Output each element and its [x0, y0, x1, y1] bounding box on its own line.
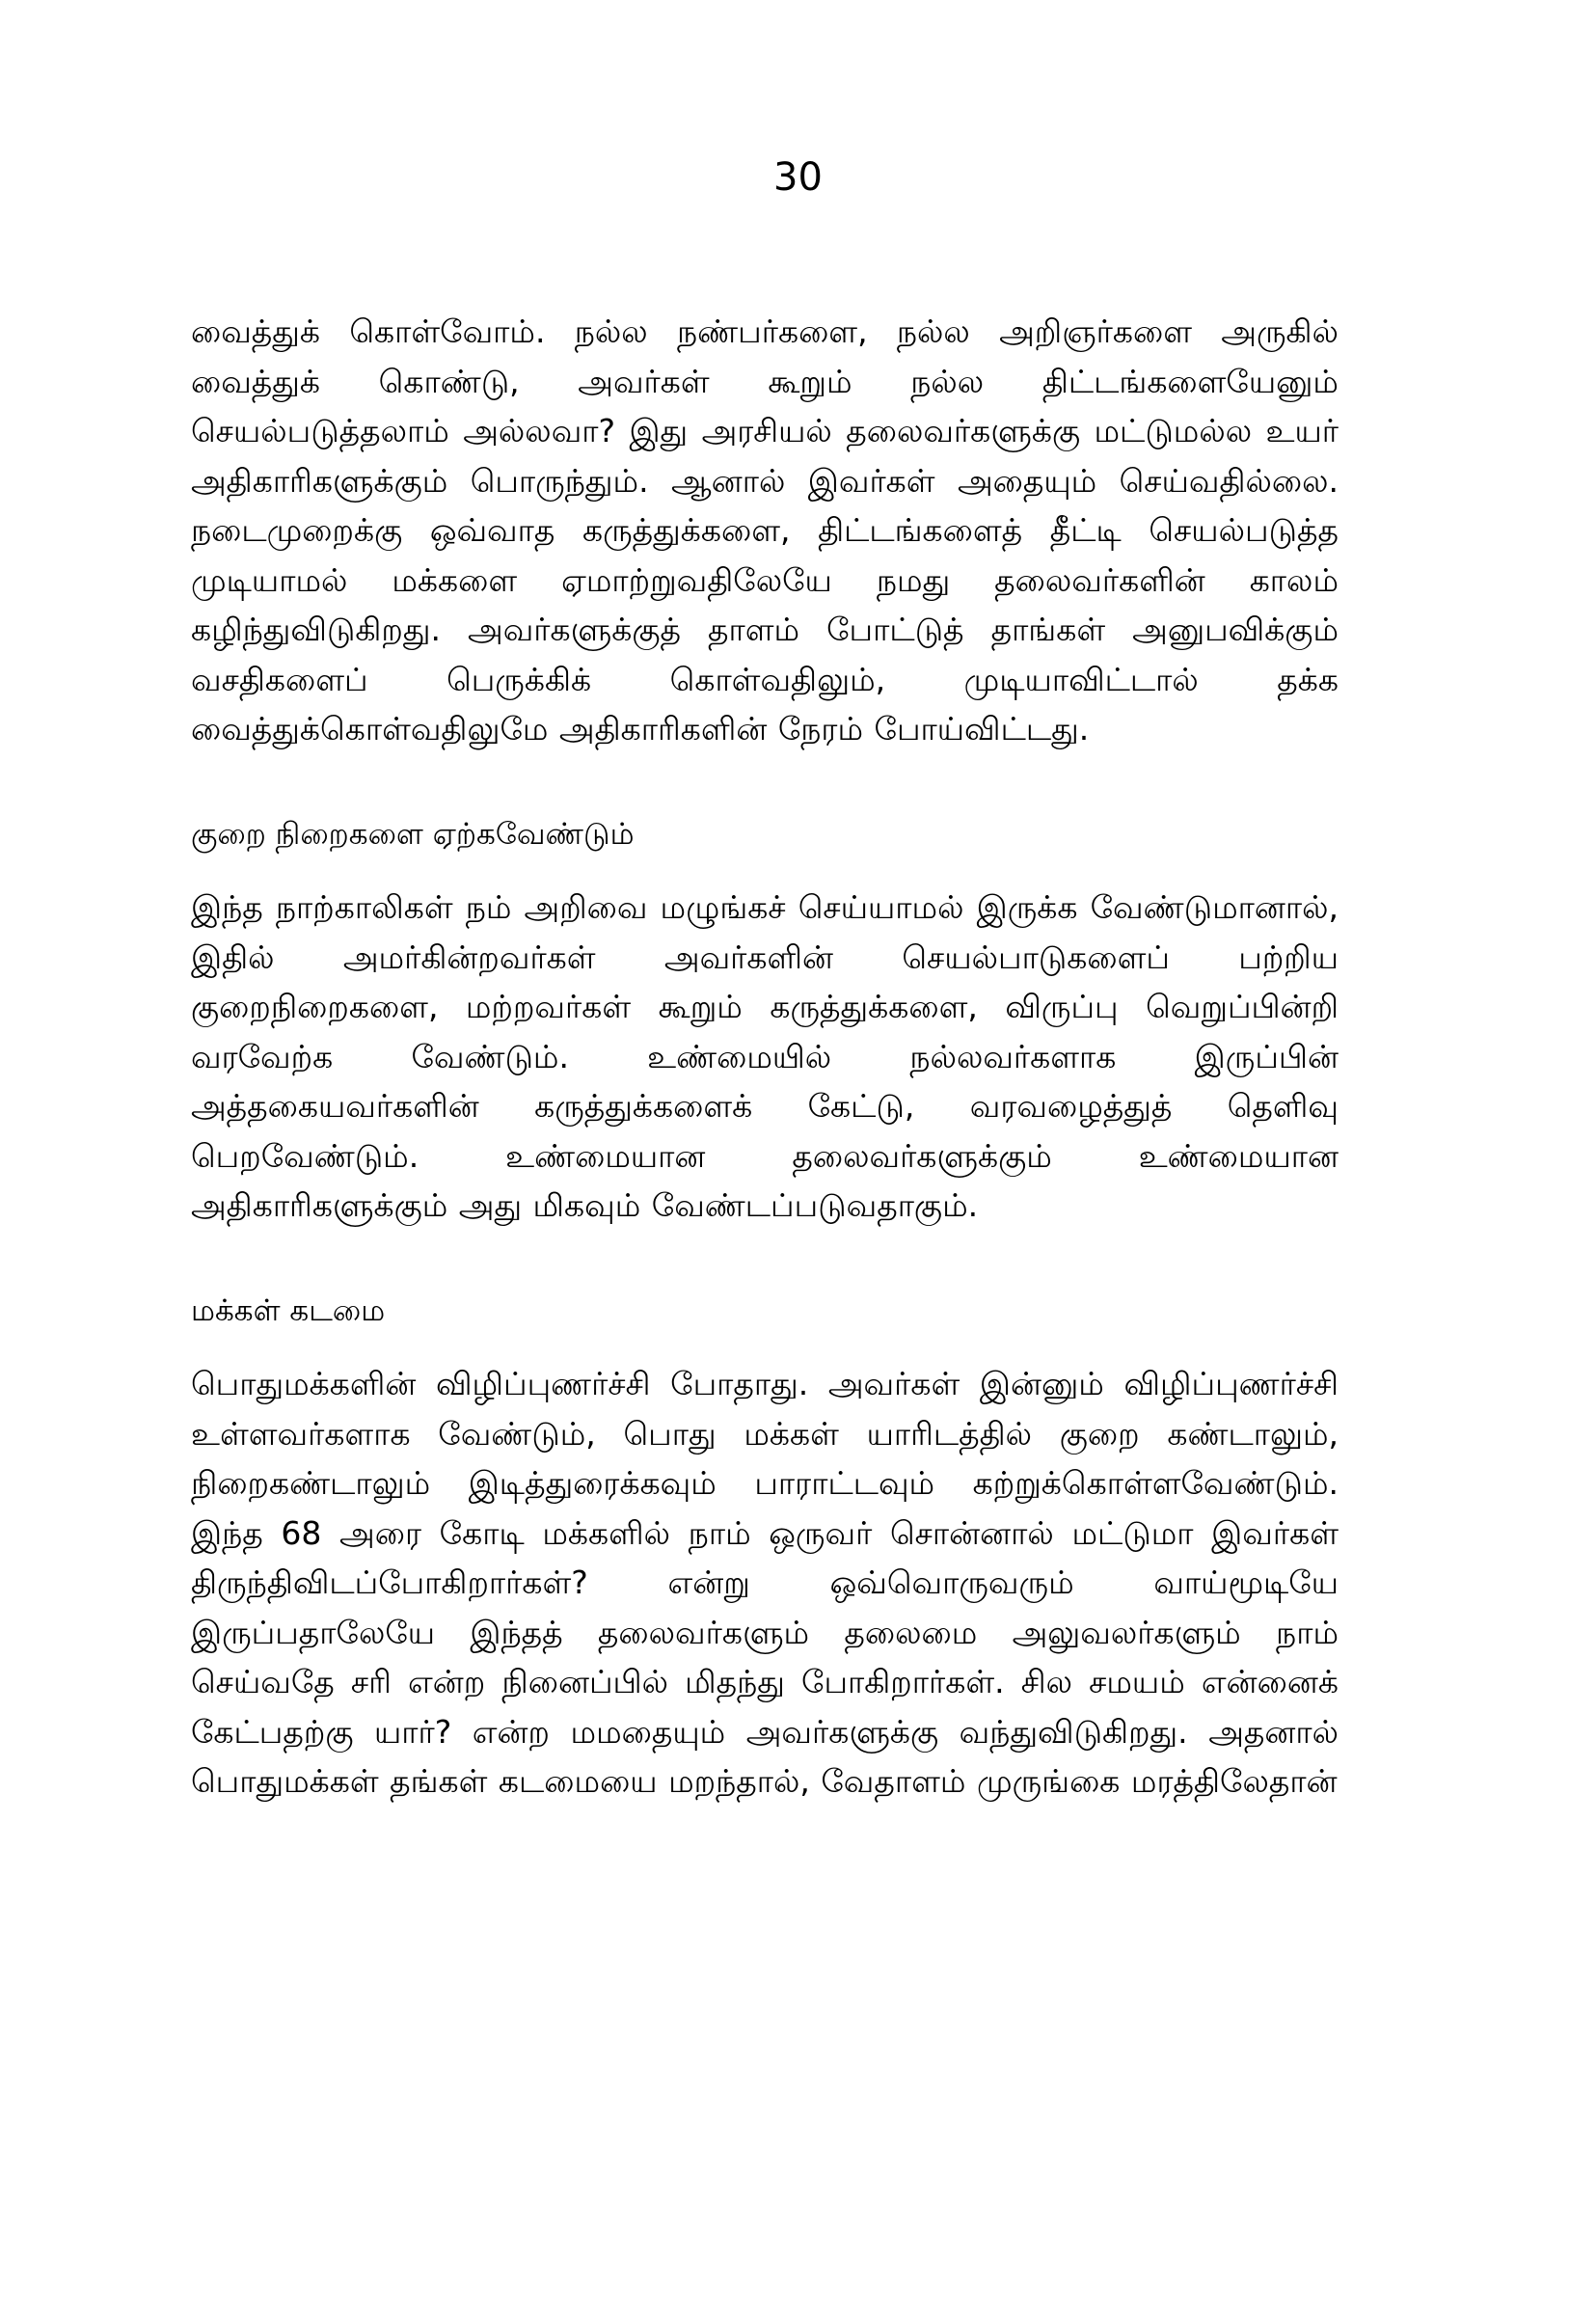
paragraph-public-duty: பொதுமக்களின் விழிப்புணர்ச்சி போதாது. அவர்கள் இன்னும் விழிப்புணர்ச்சி உள்ளவர்களாக வேண்டும், பொது மக்கள் யாரிடத்தில் குறை கண்டாலும், நிறைகண்டாலும் இடித்துரைக்கவும் பாராட்டவும் கற்றுக்கொள்ளவேண்டும். இந்த 68 அரை கோடி மக்களில் நாம் ஒருவர் சொன்னால் மட்டுமா இவர்கள் திருந்திவிடப்போகிறார்கள்? என்று ஒவ்வொருவரும் வாய்மூடியே இருப்பதாலேயே இந்தத் தலைவர்களும் தலைமை அலுவலர்களும் நாம் செய்வதே சரி என்ற நினைப்பில் மிதந்து போகிறார்கள். சில சமயம் என்னைக் கேட்பதற்கு யார்? என்ற மமதையும் அவர்களுக்கு வந்துவிடுகிறது. அதனால் பொதுமக்கள் தங்கள் கடமையை மறந்தால், வேதாளம் முருங்கை மரத்திலேதான் — [191, 1365, 1339, 1800]
page-number: 30 — [773, 155, 823, 200]
page-body — [191, 307, 1339, 1807]
section-heading-public-duty: மக்கள் கடமை — [191, 1292, 386, 1328]
paragraph-criticism: இந்த நாற்காலிகள் நம் அறிவை மழுங்கச் செய்யாமல் இருக்க வேண்டுமானால், இதில் அமர்கின்றவர்கள் அவர்களின் செயல்பாடுகளைப் பற்றிய குறைநிறைகளை, மற்றவர்கள் கூறும் கருத்துக்களை, விருப்பு வெறுப்பின்றி வரவேற்க வேண்டும். உண்மையில் நல்லவர்களாக இருப்பின் அத்தகையவர்களின் கருத்துக்களைக் கேட்டு, வரவழைத்துத் தெளிவு பெறவேண்டும். உண்மையான தலைவர்களுக்கும் உண்மையான அதிகாரிகளுக்கும் அது மிகவும் வேண்டப்படுவதாகும். — [191, 888, 1339, 1224]
paragraph-intro: வைத்துக் கொள்வோம். நல்ல நண்பர்களை, நல்ல அறிஞர்களை அருகில் வைத்துக் கொண்டு, அவர்கள் கூறும் நல்ல திட்டங்களையேனும் செயல்படுத்தலாம் அல்லவா? இது அரசியல் தலைவர்களுக்கு மட்டுமல்ல உயர் அதிகாரிகளுக்கும் பொருந்தும். ஆனால் இவர்கள் அதையும் செய்வதில்லை. நடைமுறைக்கு ஒவ்வாத கருத்துக்களை, திட்டங்களைத் தீட்டி செயல்படுத்த முடியாமல் மக்களை ஏமாற்றுவதிலேயே நமது தலைவர்களின் காலம் கழிந்துவிடுகிறது. அவர்களுக்குத் தாளம் போட்டுத் தாங்கள் அனுபவிக்கும் வசதிகளைப் பெருக்கிக் கொள்வதிலும், முடியாவிட்டால் தக்க வைத்துக்கொள்வதிலுமே அதிகாரிகளின் நேரம் போய்விட்டது. — [191, 313, 1339, 748]
section-heading-criticism: குறை நிறைகளை ஏற்கவேண்டும் — [191, 816, 635, 852]
